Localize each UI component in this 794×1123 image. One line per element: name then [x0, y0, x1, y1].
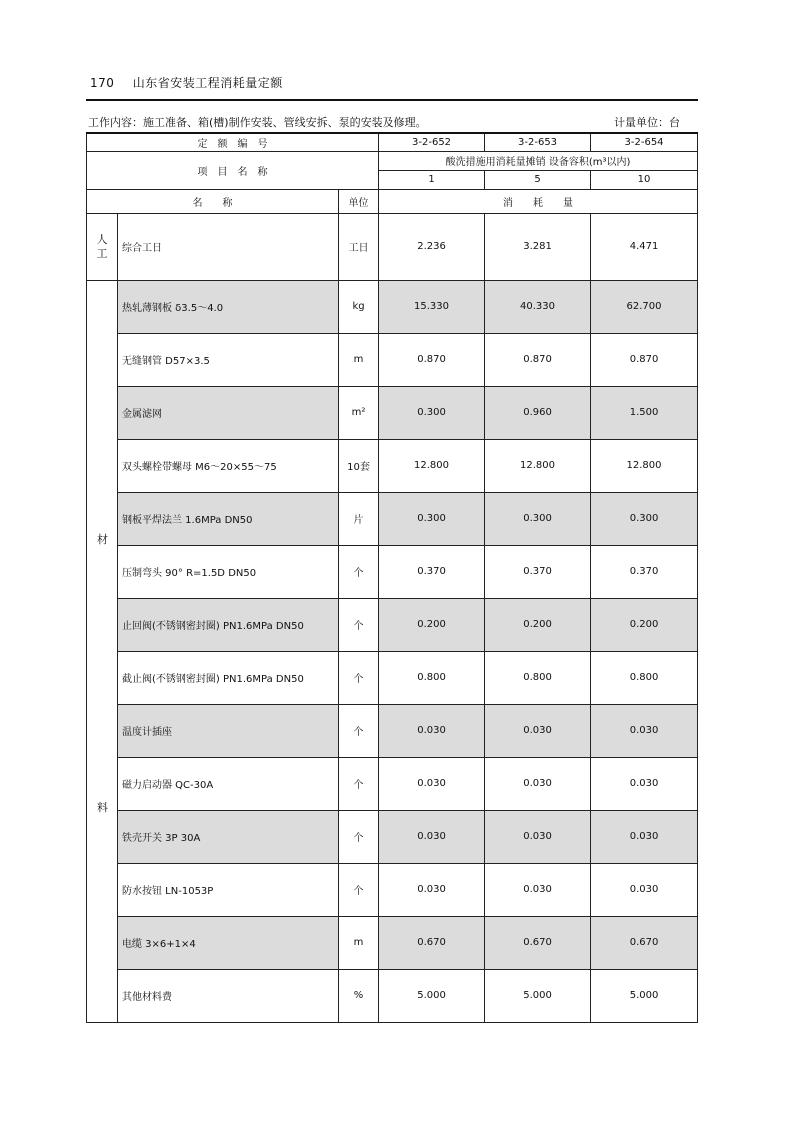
material-value-3: 0.370 [591, 545, 698, 598]
material-value-3: 0.030 [591, 863, 698, 916]
material-value-2: 0.370 [485, 545, 591, 598]
material-unit: m [339, 333, 379, 386]
col-name-header: 名 称 [87, 189, 339, 213]
material-row [87, 439, 698, 492]
material-name: 其他材料费 [118, 969, 339, 1022]
material-value-1: 0.200 [379, 598, 485, 651]
material-row [87, 863, 698, 916]
material-name: 止回阀(不锈钢密封圈) PN1.6MPa DN50 [118, 598, 339, 651]
material-unit: 10套 [339, 439, 379, 492]
labor-value-3: 4.471 [591, 213, 698, 280]
material-name: 无缝钢管 D57×3.5 [118, 333, 339, 386]
material-row [87, 598, 698, 651]
material-value-1: 12.800 [379, 439, 485, 492]
material-value-2: 40.330 [485, 280, 591, 333]
labor-row [87, 213, 698, 280]
code-1: 3-2-652 [379, 133, 485, 151]
labor-category: 人 工 [87, 213, 118, 280]
material-name: 温度计插座 [118, 704, 339, 757]
material-value-3: 0.300 [591, 492, 698, 545]
material-value-1: 0.030 [379, 704, 485, 757]
material-value-3: 5.000 [591, 969, 698, 1022]
material-value-3: 1.500 [591, 386, 698, 439]
material-value-2: 0.030 [485, 757, 591, 810]
material-value-3: 62.700 [591, 280, 698, 333]
material-value-2: 0.800 [485, 651, 591, 704]
material-value-1: 0.300 [379, 492, 485, 545]
quota-number-label: 定 额 编 号 [87, 133, 379, 151]
material-row [87, 386, 698, 439]
code-3: 3-2-654 [591, 133, 698, 151]
material-unit: 个 [339, 810, 379, 863]
material-unit: m [339, 916, 379, 969]
material-category [87, 280, 118, 1022]
material-row [87, 704, 698, 757]
material-unit: 个 [339, 598, 379, 651]
material-unit: % [339, 969, 379, 1022]
material-value-1: 0.870 [379, 333, 485, 386]
material-row [87, 810, 698, 863]
material-value-3: 0.030 [591, 757, 698, 810]
group-title: 酸洗措施用消耗量摊销 设备容积(m³以内) [379, 151, 698, 170]
item-name-label: 项 目 名 称 [87, 151, 379, 189]
material-unit: 个 [339, 863, 379, 916]
material-value-2: 0.870 [485, 333, 591, 386]
material-name: 压制弯头 90° R=1.5D DN50 [118, 545, 339, 598]
material-unit: kg [339, 280, 379, 333]
material-row [87, 969, 698, 1022]
material-row [87, 757, 698, 810]
material-value-2: 0.030 [485, 810, 591, 863]
material-value-2: 12.800 [485, 439, 591, 492]
material-value-1: 0.800 [379, 651, 485, 704]
material-name: 热轧薄钢板 δ3.5～4.0 [118, 280, 339, 333]
material-unit: 片 [339, 492, 379, 545]
material-value-1: 0.370 [379, 545, 485, 598]
unit-note: 计量单位：台 [614, 116, 680, 129]
material-row [87, 651, 698, 704]
material-unit: 个 [339, 545, 379, 598]
material-value-1: 15.330 [379, 280, 485, 333]
material-value-2: 0.960 [485, 386, 591, 439]
material-value-1: 0.300 [379, 386, 485, 439]
material-category-top: 材 [97, 532, 108, 546]
quota-table [86, 132, 698, 1023]
capacity-1: 1 [379, 170, 485, 189]
material-row [87, 280, 698, 333]
capacity-2: 5 [485, 170, 591, 189]
material-value-3: 0.030 [591, 704, 698, 757]
capacity-3: 10 [591, 170, 698, 189]
material-unit: m² [339, 386, 379, 439]
material-name: 截止阀(不锈钢密封圈) PN1.6MPa DN50 [118, 651, 339, 704]
col-unit-header: 单位 [339, 189, 379, 213]
material-value-1: 0.030 [379, 810, 485, 863]
material-value-3: 12.800 [591, 439, 698, 492]
material-value-1: 5.000 [379, 969, 485, 1022]
material-unit: 个 [339, 757, 379, 810]
labor-unit: 工日 [339, 213, 379, 280]
material-name: 防水按钮 LN-1053P [118, 863, 339, 916]
material-value-1: 0.030 [379, 757, 485, 810]
material-value-2: 0.300 [485, 492, 591, 545]
material-value-1: 0.670 [379, 916, 485, 969]
material-value-1: 0.030 [379, 863, 485, 916]
material-value-3: 0.670 [591, 916, 698, 969]
material-name: 双头螺栓带螺母 M6～20×55～75 [118, 439, 339, 492]
material-row [87, 545, 698, 598]
material-row [87, 916, 698, 969]
header-rule [86, 99, 698, 101]
col-consumption-header: 消 耗 量 [379, 189, 698, 213]
material-row [87, 333, 698, 386]
book-title: 山东省安装工程消耗量定额 [132, 76, 283, 90]
material-name: 磁力启动器 QC-30A [118, 757, 339, 810]
material-unit: 个 [339, 651, 379, 704]
material-name: 钢板平焊法兰 1.6MPa DN50 [118, 492, 339, 545]
material-value-2: 0.030 [485, 863, 591, 916]
material-name: 电缆 3×6+1×4 [118, 916, 339, 969]
material-category-bottom: 料 [97, 800, 108, 814]
material-value-2: 0.030 [485, 704, 591, 757]
material-value-3: 0.870 [591, 333, 698, 386]
material-name: 铁壳开关 3P 30A [118, 810, 339, 863]
page-header [90, 74, 283, 91]
labor-value-1: 2.236 [379, 213, 485, 280]
material-unit: 个 [339, 704, 379, 757]
material-value-3: 0.800 [591, 651, 698, 704]
material-value-2: 0.670 [485, 916, 591, 969]
labor-value-2: 3.281 [485, 213, 591, 280]
page-number: 170 [90, 76, 115, 90]
material-value-2: 0.200 [485, 598, 591, 651]
material-value-2: 5.000 [485, 969, 591, 1022]
material-row [87, 492, 698, 545]
work-content: 工作内容：施工准备、箱(槽)制作安装、管线安拆、泵的安装及修理。 [88, 116, 427, 129]
material-value-3: 0.200 [591, 598, 698, 651]
labor-name: 综合工日 [118, 213, 339, 280]
material-name: 金属滤网 [118, 386, 339, 439]
code-2: 3-2-653 [485, 133, 591, 151]
material-value-3: 0.030 [591, 810, 698, 863]
